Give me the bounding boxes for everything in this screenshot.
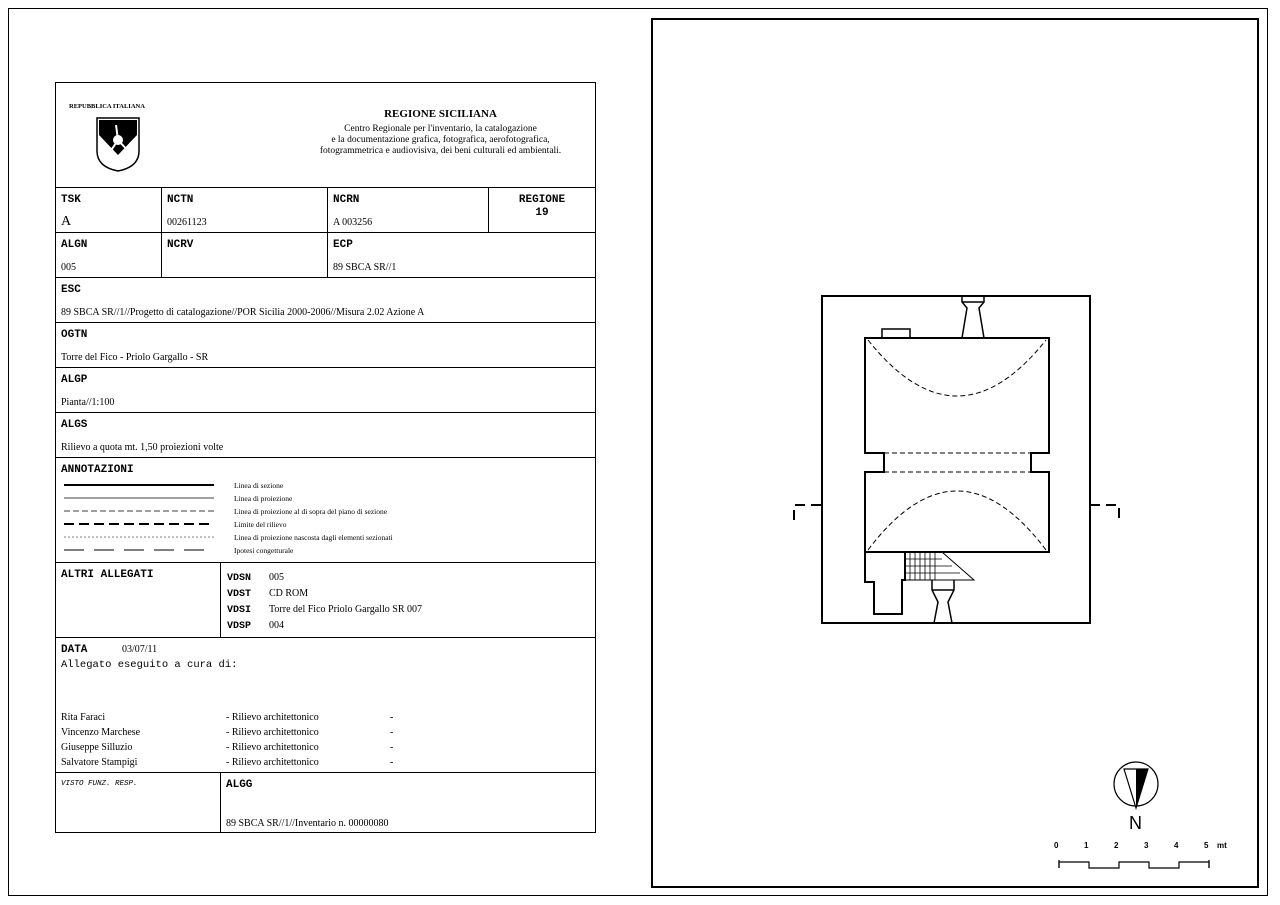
- legend-line-limit: [64, 519, 214, 529]
- person-extra: -: [390, 727, 394, 738]
- section-marker-right: [1090, 505, 1119, 520]
- catalog-card: [55, 82, 596, 833]
- row-annotazioni: [56, 458, 595, 563]
- cell-algn: [56, 233, 162, 277]
- ncrn-value: A 003256: [333, 217, 373, 228]
- allegato-item: VDSP 004: [227, 620, 284, 632]
- ncrn-label: NCRN: [333, 194, 360, 206]
- cell-allegati-values: [221, 563, 595, 637]
- person-name: Vincenzo Marchese: [61, 727, 141, 738]
- floor-plan: [653, 20, 1257, 886]
- nctn-value: 00261123: [167, 217, 207, 228]
- legend-line-hidden: [64, 532, 214, 542]
- nctn-label: NCTN: [167, 194, 194, 206]
- esc-value: 89 SBCA SR//1//Progetto di catalogazione//POR Sicilia 2000-2006//Misura 2.02 Azione A: [61, 307, 425, 318]
- person-name: Rita Faraci: [61, 712, 106, 723]
- cell-allegati-label: [56, 563, 221, 637]
- cell-tsk: [56, 188, 162, 232]
- ecp-label: ECP: [333, 239, 353, 251]
- row-ogtn: [56, 323, 595, 368]
- north-label: N: [1129, 813, 1142, 833]
- coat-of-arms-icon: [94, 115, 142, 173]
- legend-line-hypothesis: [64, 545, 214, 555]
- algn-value: 005: [61, 262, 76, 273]
- curated-by: Allegato eseguito a cura di:: [61, 659, 238, 671]
- cell-ncrn: [328, 188, 489, 232]
- person-role: - Rilievo architettonico: [226, 757, 319, 768]
- row-algs: [56, 413, 595, 458]
- algp-value: Pianta//1:100: [61, 397, 115, 408]
- lower-vault: [868, 491, 1046, 550]
- allegato-item: VDSN 005: [227, 572, 284, 584]
- cell-nctn: [162, 188, 328, 232]
- legend-label: Linea di sezione: [234, 481, 284, 490]
- scale-label: 3: [1144, 841, 1149, 850]
- legend-label: Linea di proiezione nascosta dagli elementi sezionati: [234, 533, 393, 542]
- row-algp: [56, 368, 595, 413]
- cell-ecp: [328, 233, 595, 277]
- ogtn-label: OGTN: [61, 329, 88, 341]
- legend-line-projection: [64, 493, 214, 503]
- drawing-panel: [651, 18, 1259, 888]
- ncrv-label: NCRV: [167, 239, 194, 251]
- scale-label: 2: [1114, 841, 1119, 850]
- cell-ncrv: [162, 233, 328, 277]
- center-description: [286, 124, 595, 157]
- legend-label: Linea di proiezione al di sopra del piano di sezione: [234, 507, 388, 516]
- row-footer: [56, 773, 595, 833]
- legend-label: Linea di proiezione: [234, 494, 293, 503]
- row-algn: [56, 233, 595, 278]
- row-esc: [56, 278, 595, 323]
- cell-algg: [221, 773, 595, 833]
- row-tsk: [56, 188, 595, 233]
- allegato-item: VDST CD ROM: [227, 588, 309, 600]
- person-extra: -: [390, 712, 394, 723]
- tsk-value: A: [61, 214, 72, 229]
- ogtn-value: Torre del Fico - Priolo Gargallo - SR: [61, 352, 209, 363]
- stair-steps: [905, 552, 960, 580]
- person-name: Giuseppe Silluzio: [61, 742, 133, 753]
- rooms-outline: [865, 338, 1049, 552]
- data-label: DATA: [61, 644, 88, 656]
- allegato-item: VDSI Torre del Fico Priolo Gargallo SR 007: [227, 604, 422, 616]
- legend-line-section: [64, 480, 214, 490]
- scale-label: 1: [1084, 841, 1089, 850]
- upper-vault: [868, 340, 1046, 396]
- legend-label: Ipotesi congetturale: [234, 546, 294, 555]
- center-line: fotogrammetrica e audiovisiva, dei beni culturali ed ambientali.: [319, 146, 562, 156]
- cell-regione: [489, 188, 595, 232]
- person-name: Salvatore Stampigi: [61, 757, 138, 768]
- stair-wall: [865, 552, 905, 614]
- section-marker-left: [794, 505, 822, 520]
- ecp-value: 89 SBCA SR//1: [333, 262, 397, 273]
- bottom-opening: [932, 580, 954, 623]
- scale-label: 5: [1204, 841, 1209, 850]
- esc-label: ESC: [61, 284, 81, 296]
- data-date: 03/07/11: [122, 644, 158, 655]
- center-line: Centro Regionale per l'inventario, la catalogazione: [344, 124, 537, 134]
- north-arrow-icon: [1114, 762, 1158, 808]
- regione-value: 19: [535, 207, 549, 219]
- algs-label: ALGS: [61, 419, 88, 431]
- person-extra: -: [390, 742, 394, 753]
- legend-label: Limite del rilievo: [234, 520, 287, 529]
- card-header: [56, 83, 595, 188]
- region-title: REGIONE SICILIANA: [384, 108, 497, 120]
- legend-line-above: [64, 506, 214, 516]
- row-allegati: [56, 563, 595, 638]
- allegati-list: [227, 569, 422, 633]
- scale-unit: mt: [1217, 841, 1227, 850]
- row-data: [56, 638, 595, 773]
- annotazioni-label: ANNOTAZIONI: [61, 464, 134, 476]
- visto-label: VISTO FUNZ. RESP.: [61, 780, 138, 788]
- algs-value: Rilievo a quota mt. 1,50 proiezioni volte: [61, 442, 224, 453]
- center-line: e la documentazione grafica, fotografica, aerofotografica,: [331, 135, 550, 145]
- person-role: - Rilievo architettonico: [226, 712, 319, 723]
- top-opening: [962, 296, 984, 338]
- allegati-label: ALTRI ALLEGATI: [61, 569, 154, 581]
- algg-label: ALGG: [226, 779, 253, 791]
- algn-label: ALGN: [61, 239, 88, 251]
- person-role: - Rilievo architettonico: [226, 727, 319, 738]
- algg-value: 89 SBCA SR//1//Inventario n. 00000080: [226, 818, 389, 829]
- scale-label: 4: [1174, 841, 1179, 850]
- cell-visto: [56, 773, 221, 833]
- person-role: - Rilievo architettonico: [226, 742, 319, 753]
- regione-label: REGIONE: [518, 194, 566, 206]
- algp-label: ALGP: [61, 374, 88, 386]
- republic-label: REPUBBLICA ITALIANA: [69, 103, 145, 110]
- tsk-label: TSK: [61, 194, 81, 206]
- top-niche: [882, 329, 910, 338]
- scale-label: 0: [1054, 841, 1059, 850]
- scale-bar: [1059, 862, 1209, 868]
- person-extra: -: [390, 757, 394, 768]
